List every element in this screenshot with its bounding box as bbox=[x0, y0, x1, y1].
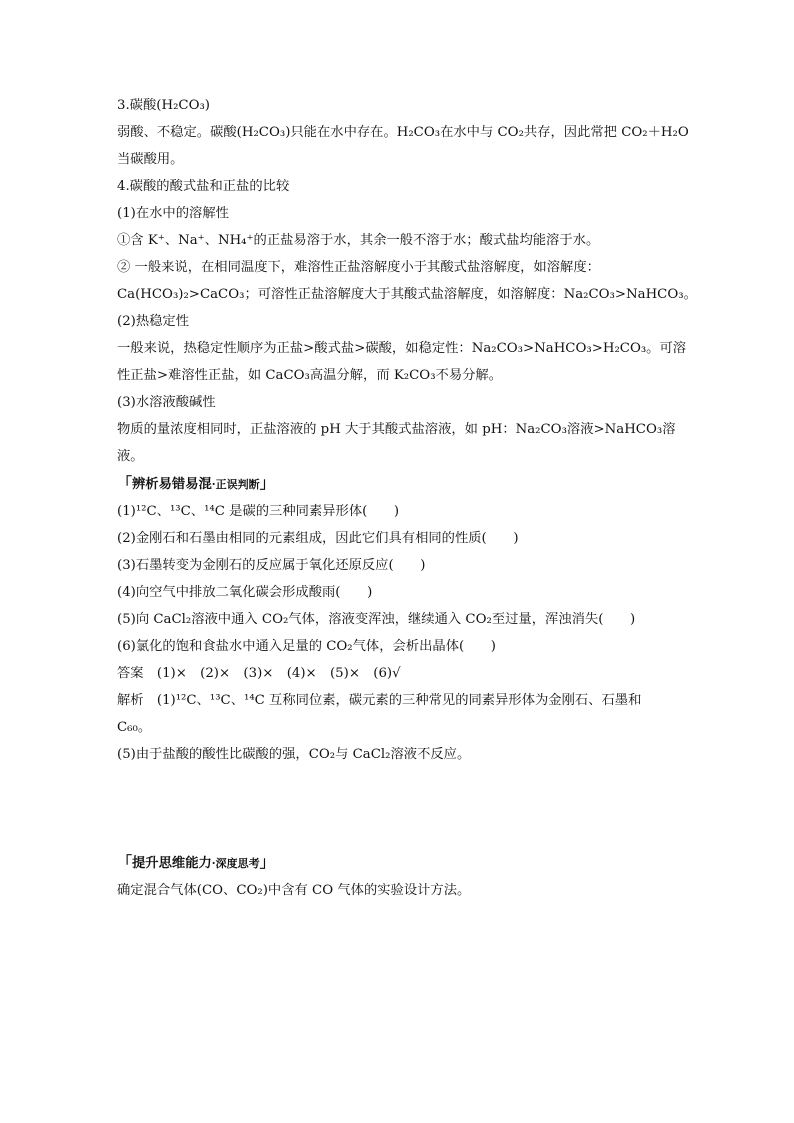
think-question: 确定混合气体(CO、CO₂)中含有 CO 气体的实验设计方法。 bbox=[117, 883, 471, 898]
judge-item-2: (2)金刚石和石墨由相同的元素组成，因此它们具有相同的性质( ) bbox=[117, 531, 519, 546]
solubility-item2-line1: ② 一般来说，在相同温度下，难溶性正盐溶解度小于其酸式盐溶解度，如溶解度： bbox=[117, 260, 600, 275]
judge-item-6: (6)氯化的饱和食盐水中通入足量的 CO₂气体，会析出晶体( ) bbox=[117, 639, 496, 654]
judge-subtitle: ·正误判断 bbox=[211, 478, 260, 491]
section3-heading: 3.碳酸(H₂CO₃) bbox=[117, 98, 210, 113]
judge-item-3: (3)石墨转变为金刚石的反应属于氧化还原反应( ) bbox=[117, 558, 426, 573]
judge-item-5: (5)向 CaCl₂溶液中通入 CO₂气体，溶液变浑浊，继续通入 CO₂至过量，浑浊消失( ) bbox=[117, 612, 636, 627]
acidity-line2: 液。 bbox=[117, 449, 144, 464]
think-section-header bbox=[117, 849, 687, 877]
answer-line: 答案 (1)× (2)× (3)× (4)× (5)× (6)√ bbox=[117, 666, 401, 681]
solubility-item2-line2: Ca(HCO₃)₂>CaCO₃；可溶性正盐溶解度大于其酸式盐溶解度，如溶解度：Na₂CO₃>NaHCO₃。 bbox=[117, 287, 697, 302]
solubility-title: (1)在水中的溶解性 bbox=[117, 206, 229, 221]
judge-header-label bbox=[117, 470, 275, 498]
judge-item-1: (1)¹²C、¹³C、¹⁴C 是碳的三种同素异形体( ) bbox=[117, 504, 400, 519]
acidity-title: (3)水溶液酸碱性 bbox=[117, 395, 216, 410]
judge-bracket-right: 」 bbox=[259, 474, 275, 492]
judge-bracket-left: 「 bbox=[117, 474, 133, 492]
acidity-line1: 物质的量浓度相同时，正盐溶液的 pH 大于其酸式盐溶液，如 pH：Na₂CO₃溶液>NaHCO₃溶 bbox=[117, 422, 676, 437]
judge-section-header bbox=[117, 470, 687, 498]
think-title: 提升思维能力 bbox=[132, 856, 212, 871]
think-bracket-left: 「 bbox=[117, 853, 133, 871]
think-subtitle: ·深度思考 bbox=[211, 857, 260, 870]
section3-paragraph-line2: 当碳酸用。 bbox=[117, 152, 184, 167]
blank-space-2 bbox=[117, 822, 687, 849]
analysis-line1: 解析 (1)¹²C、¹³C、¹⁴C 互称同位素，碳元素的三种常见的同素异形体为金刚石、石墨和 bbox=[117, 693, 642, 708]
thermal-stability-line2: 性正盐>难溶性正盐，如 CaCO₃高温分解，而 K₂CO₃不易分解。 bbox=[117, 368, 503, 383]
document-page bbox=[117, 92, 697, 904]
thermal-stability-line1: 一般来说，热稳定性顺序为正盐>酸式盐>碳酸，如稳定性：Na₂CO₃>NaHCO₃>H₂CO₃。可溶 bbox=[117, 341, 687, 356]
solubility-item1: ①含 K⁺、Na⁺、NH₄⁺的正盐易溶于水，其余一般不溶于水；酸式盐均能溶于水。 bbox=[117, 233, 600, 248]
section3-paragraph-line1: 弱酸、不稳定。碳酸(H₂CO₃)只能在水中存在。H₂CO₃在水中与 CO₂共存，因此常把 CO₂＋H₂O bbox=[117, 125, 689, 140]
judge-item-4: (4)向空气中排放二氧化碳会形成酸雨( ) bbox=[117, 585, 373, 600]
judge-title: 辨析易错易混 bbox=[132, 477, 212, 492]
think-header-label bbox=[117, 849, 275, 877]
think-bracket-right: 」 bbox=[259, 853, 275, 871]
blank-space bbox=[117, 768, 687, 822]
analysis-line2: C₆₀。 bbox=[117, 720, 152, 735]
thermal-stability-title: (2)热稳定性 bbox=[117, 314, 190, 329]
section4-heading: 4.碳酸的酸式盐和正盐的比较 bbox=[117, 179, 290, 194]
analysis-line3: (5)由于盐酸的酸性比碳酸的强，CO₂与 CaCl₂溶液不反应。 bbox=[117, 747, 471, 762]
